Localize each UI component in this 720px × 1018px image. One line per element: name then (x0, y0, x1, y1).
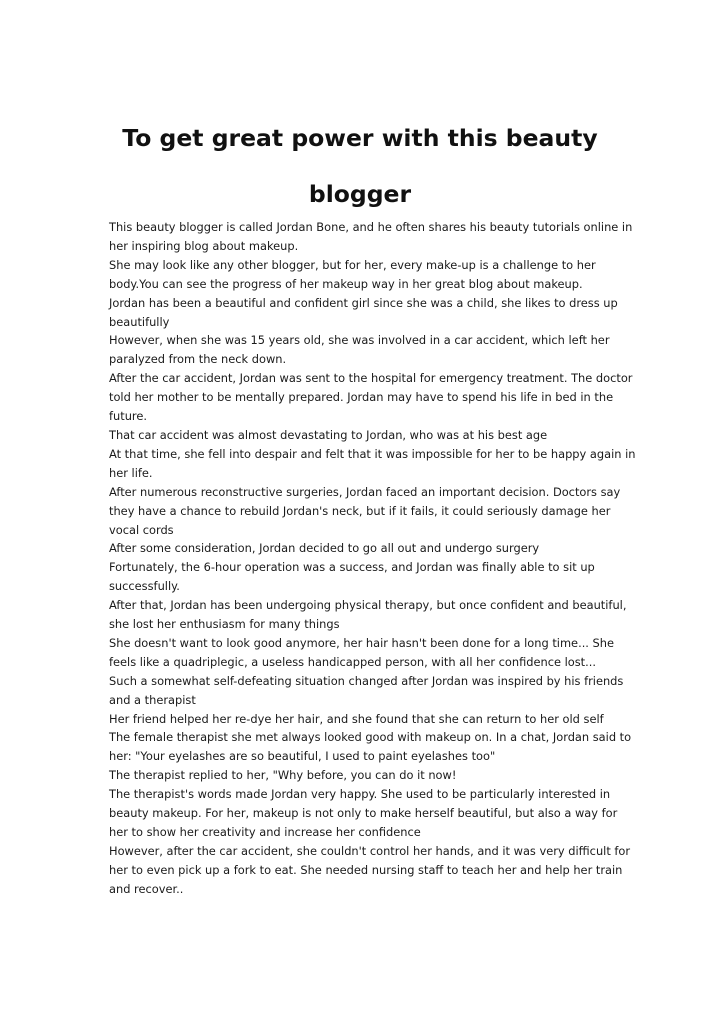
paragraph-line: paralyzed from the neck down. (109, 352, 287, 367)
paragraph-line: told her mother to be mentally prepared. Jordan may have to spend his life in bed in the (109, 390, 614, 405)
paragraph (109, 294, 618, 332)
paragraph-line: The female therapist she met always looked good with makeup on. In a chat, Jordan said to (109, 730, 632, 745)
paragraph (109, 842, 631, 899)
paragraph-line: beauty makeup. For her, makeup is not only to make herself beautiful, but also a way for (109, 806, 618, 821)
paragraph (109, 728, 632, 766)
paragraph (109, 672, 624, 710)
paragraph (109, 785, 618, 842)
paragraph-line: The therapist replied to her, "Why before, you can do it now! (109, 768, 457, 783)
paragraph (109, 256, 615, 294)
paragraph (109, 445, 636, 483)
paragraph-line: Fortunately, the 6-hour operation was a success, and Jordan was finally able to sit up (109, 560, 595, 575)
paragraph-line: That car accident was almost devastating to Jordan, who was at his best age (109, 427, 548, 442)
paragraph (109, 634, 615, 672)
title-line: blogger (308, 180, 412, 208)
paragraph (109, 558, 615, 596)
paragraph-line: At that time, she fell into despair and felt that it was impossible for her to be happy again in (109, 446, 636, 461)
paragraph (109, 766, 615, 785)
paragraph-line: She may look like any other blogger, but for her, every make-up is a challenge to her (109, 257, 596, 272)
paragraph-line: they have a chance to rebuild Jordan's neck, but if it fails, it could seriously damage her (109, 503, 611, 518)
paragraph (109, 539, 615, 558)
paragraph-line: After that, Jordan has been undergoing physical therapy, but once confident and beautiful, (109, 598, 627, 613)
paragraph-line: Jordan has been a beautiful and confident girl since she was a child, she likes to dress up (109, 295, 618, 310)
paragraph-line: She doesn't want to look good anymore, her hair hasn't been done for a long time... She (109, 635, 615, 650)
paragraph (109, 483, 621, 540)
paragraph (109, 596, 627, 634)
paragraph-line: After some consideration, Jordan decided to go all out and undergo surgery (109, 541, 540, 556)
paragraph-line: The therapist's words made Jordan very happy. She used to be particularly interested in (109, 787, 611, 802)
paragraph-line: her life. (109, 465, 153, 480)
paragraph (109, 331, 615, 369)
paragraph-line: she lost her enthusiasm for many things (109, 617, 340, 632)
paragraph-line: and recover.. (109, 881, 184, 896)
paragraph-line: beautifully (109, 314, 170, 329)
paragraph (109, 369, 633, 426)
paragraph-line: After numerous reconstructive surgeries, Jordan faced an important decision. Doctors say (109, 484, 621, 499)
title-line: To get great power with this beauty (122, 124, 598, 152)
document-body (109, 218, 636, 899)
paragraph (109, 218, 633, 256)
paragraph-line: her: "Your eyelashes are so beautiful, I used to paint eyelashes too" (109, 749, 496, 764)
paragraph-line: This beauty blogger is called Jordan Bone, and he often shares his beauty tutorials online in (109, 220, 633, 234)
paragraph-line: Such a somewhat self-defeating situation changed after Jordan was inspired by his friends (109, 673, 624, 688)
paragraph (109, 426, 615, 445)
paragraph-line: future. (109, 409, 147, 424)
paragraph-line: Her friend helped her re-dye her hair, and she found that she can return to her old self (109, 711, 604, 726)
paragraph-line: After the car accident, Jordan was sent to the hospital for emergency treatment. The doctor (109, 371, 633, 386)
paragraph-line: However, when she was 15 years old, she was involved in a car accident, which left her (109, 333, 610, 348)
paragraph-line: However, after the car accident, she couldn't control her hands, and it was very difficult for (109, 843, 631, 858)
paragraph-line: body.You can see the progress of her makeup way in her great blog about makeup. (109, 276, 583, 291)
document-title (100, 110, 620, 222)
paragraph-line: her to even pick up a fork to eat. She needed nursing staff to teach her and help her train (109, 862, 623, 877)
paragraph (109, 710, 615, 729)
paragraph-line: her to show her creativity and increase her confidence (109, 825, 421, 839)
paragraph-line: successfully. (109, 579, 180, 594)
paragraph-line: feels like a quadriplegic, a useless handicapped person, with all her confidence lost... (109, 654, 597, 669)
paragraph-line: vocal cords (109, 522, 174, 537)
paragraph-line: and a therapist (109, 692, 196, 707)
paragraph-line: her inspiring blog about makeup. (109, 238, 299, 253)
